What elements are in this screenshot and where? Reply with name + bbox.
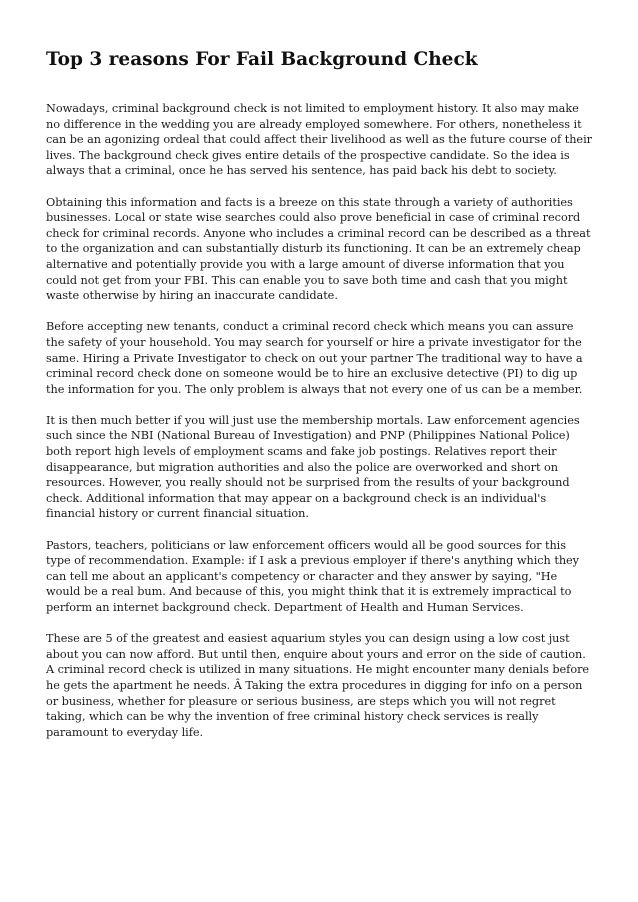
- document-body: [46, 101, 594, 740]
- paragraph-6: These are 5 of the greatest and easiest aquarium styles you can design using a low cost just about you can now afford. But until then, enquire about yours and error on the side of caution. A criminal record check is utilized in many situations. He might encounter many denials before he gets the apartment he needs. Â Taking the extra procedures in digging for info on a person or business, whether for pleasure or serious business, are steps which you will not regret taking, which can be why the invention of free criminal history check services is really paramount to everyday life.: [46, 632, 590, 739]
- paragraph-2: Obtaining this information and facts is a breeze on this state through a variety of authorities businesses. Local or state wise searches could also prove beneficial in case of criminal record check for criminal records. Anyone who includes a criminal record can be described as a threat to the organization and can substantially disturb its functioning. It can be an extremely cheap alternative and potentially provide you with a large amount of diverse information that you could not get from your FBI. This can enable you to save both time and cash that you might waste otherwise by hiring an inaccurate candidate.: [46, 195, 591, 303]
- paragraph-5: Pastors, teachers, politicians or law enforcement officers would all be good sources for this type of recommendation. Example: if I ask a previous employer if there's anything which they can tell me about an applicant's competency or character and they answer by saying, "He would be a real bum. And because of this, you might think that it is extremely impractical to perform an internet background check. Department of Health and Human Services.: [46, 538, 580, 614]
- paragraph-3: Before accepting new tenants, conduct a criminal record check which means you can assure the safety of your household. You may search for yourself or hire a private investigator for the same. Hiring a Private Investigator to check on out your partner The traditional way to have a criminal record check done on someone would be to hire an exclusive detective (PI) to dig up the information for you. The only problem is always that not every one of us can be a member.: [46, 320, 583, 396]
- document-page: [46, 48, 594, 756]
- paragraph-1: Nowadays, criminal background check is not limited to employment history. It also may make no difference in the wedding you are already employed somewhere. For others, nonetheless it can be an agonizing ordeal that could affect their livelihood as well as the future course of their lives. The background check gives entire details of the prospective candidate. So the idea is always that a criminal, once he has served his sentence, has paid back his debt to society.: [46, 102, 592, 178]
- paragraph-4: It is then much better if you will just use the membership mortals. Law enforcement agencies such since the NBI (National Bureau of Investigation) and PNP (Philippines National Police) both report high levels of employment scams and fake job postings. Relatives report their disappearance, but migration authorities and also the police are overworked and short on resources. However, you really should not be surprised from the results of your background check. Additional information that may appear on a background check is an individual's financial history or current financial situation.: [46, 413, 580, 521]
- document-title: Top 3 reasons For Fail Background Check: [46, 49, 478, 70]
